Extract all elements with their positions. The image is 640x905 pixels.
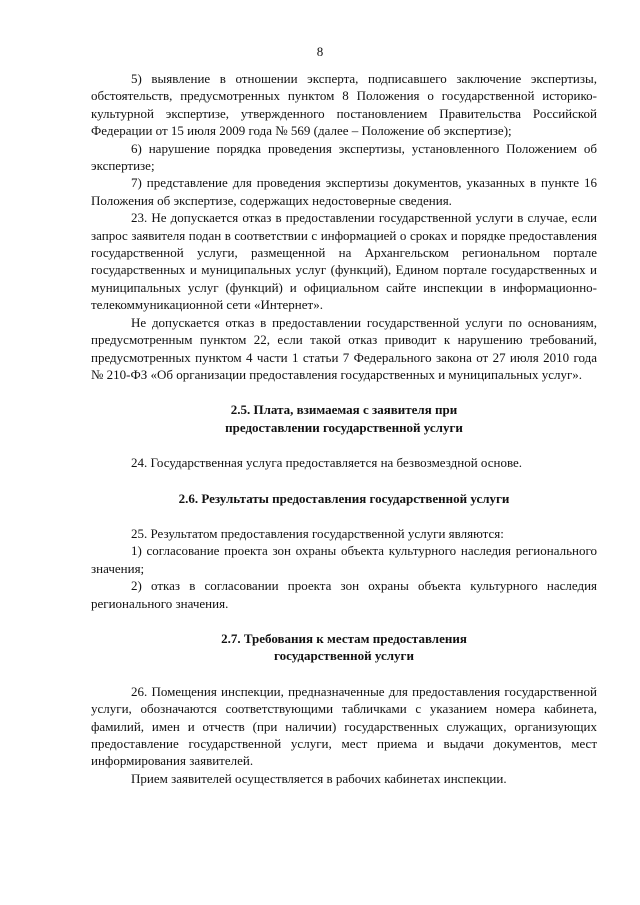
paragraph-25: 25. Результатом предоставления государственной услуги являются: bbox=[131, 525, 504, 541]
spacer bbox=[91, 436, 597, 454]
paragraph-25-item-1: 1) согласование проекта зон охраны объекта культурного наследия регионального значения; bbox=[91, 543, 597, 576]
heading-line: государственной услуги bbox=[274, 648, 414, 664]
document-body bbox=[91, 70, 597, 787]
paragraph-24: 24. Государственная услуга предоставляется на безвозмездной основе. bbox=[131, 455, 523, 471]
paragraph-item-6: 6) нарушение порядка проведения экспертизы, установленного Положением об экспертизе; bbox=[91, 140, 597, 174]
paragraph-25-item-2: 2) отказ в согласовании проекта зон охраны объекта культурного наследия регионального значения. bbox=[91, 578, 597, 611]
spacer bbox=[91, 665, 597, 683]
section-heading-2-6 bbox=[91, 490, 597, 507]
heading-line: предоставлении государственной услуги bbox=[225, 419, 463, 435]
heading-line: 2.5. Плата, взимаемая с заявителя при bbox=[230, 402, 458, 418]
section-heading-2-5 bbox=[91, 401, 597, 436]
paragraph-26: 26. Помещения инспекции, предназначенные для предоставления государственной услуги, обозначаются соответствующими табличками с указанием номера кабинета, фамилий, имен и отчеств (при наличии) государственных служащих, организующих предоставление государственной услуги, мест приема и выдачи документов, мест информирования заявителей. bbox=[91, 683, 597, 769]
paragraph-23-continuation: Не допускается отказ в предоставлении государственной услуги по основаниям, предусмотренным пунктом 22, если такой отказ приводит к нарушению требований, предусмотренных пунктом 4 части 1 статьи 7 Федерального закона от 27 июля 2010 года № 210-ФЗ «Об организации предоставления государственных и муниципальных услуг». bbox=[91, 314, 597, 382]
section-heading-2-7 bbox=[91, 630, 597, 665]
paragraph-26-continuation: Прием заявителей осуществляется в рабочих кабинетах инспекции. bbox=[131, 770, 507, 786]
spacer bbox=[91, 507, 597, 525]
paragraph-item-7: 7) представление для проведения экспертизы документов, указанных в пункте 16 Положения об экспертизе, содержащих недостоверные сведения. bbox=[91, 175, 597, 208]
spacer bbox=[91, 472, 597, 490]
heading-line: 2.6. Результаты предоставления государственной услуги bbox=[178, 490, 510, 506]
heading-line: 2.7. Требования к местам предоставления bbox=[221, 630, 467, 646]
paragraph-item-5: 5) выявление в отношении эксперта, подписавшего заключение экспертизы, обстоятельств, предусмотренных пунктом 8 Положения о государственной историко-культурной экспертизе, утвержденного постановлением Правительства Российской Федерации от 15 июля 2009 года № 569 (далее – Положение об экспертизе); bbox=[91, 71, 597, 139]
paragraph-23: 23. Не допускается отказ в предоставлении государственной услуги в случае, если запрос заявителя подан в соответствии с информацией о сроках и порядке предоставления государственной услуги, размещенной на Архангельском региональном портале государственных и муниципальных услуг (функций), Едином портале государственных и муниципальных услуг (функций) и официальном сайте инспекции в информационно-телекоммуникационной сети «Интернет». bbox=[91, 210, 597, 313]
spacer bbox=[91, 612, 597, 630]
page-number: 8 bbox=[316, 44, 324, 59]
spacer bbox=[91, 383, 597, 401]
